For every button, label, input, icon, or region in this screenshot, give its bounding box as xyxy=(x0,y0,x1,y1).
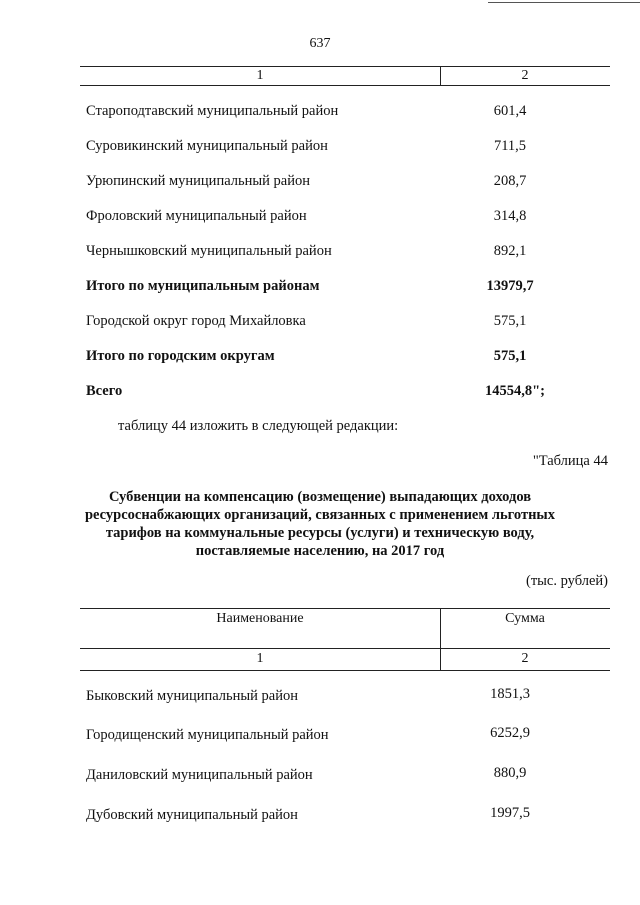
top-row-value: 208,7 xyxy=(493,173,527,189)
top-col-number-2: 2 xyxy=(521,68,529,83)
subtotal-cities-label: Итого по городским округам xyxy=(86,348,275,364)
header-name: Наименование xyxy=(216,611,304,626)
subtotal-districts-label: Итого по муниципальным районам xyxy=(86,278,320,294)
bottom-row-name: Даниловский муниципальный район xyxy=(86,767,313,783)
bottom-table-line-mid xyxy=(80,648,610,649)
page-number: 637 xyxy=(309,36,331,51)
scan-edge-line xyxy=(488,2,640,3)
top-table-line-top xyxy=(80,66,610,67)
top-row-name: Урюпинский муниципальный район xyxy=(86,173,310,189)
top-row-name: Староподтавский муниципальный район xyxy=(86,103,339,119)
bottom-row-value: 1997,5 xyxy=(490,805,530,821)
grand-total-label: Всего xyxy=(86,383,123,399)
top-row-name: Суровикинский муниципальный район xyxy=(86,138,328,154)
grand-total-value: 14554,8"; xyxy=(484,383,545,399)
subtotal-cities-value: 575,1 xyxy=(493,348,527,364)
instruction-text: таблицу 44 изложить в следующей редакции: xyxy=(118,418,399,434)
table-title: Субвенции на компенсацию (возмещение) выпадающих доходов ресурсоснабжающих организаций, связанных с применением льготных тарифов на коммунальные ресурсы (услуги) и техническую воду, поставляемые населению, на 2017 год xyxy=(84,489,556,559)
units-label: (тыс. рублей) xyxy=(526,573,608,589)
top-row-value: 601,4 xyxy=(493,103,527,119)
top-row-value: 711,5 xyxy=(493,138,527,154)
header-sum: Сумма xyxy=(505,611,545,626)
bottom-row-name: Быковский муниципальный район xyxy=(86,688,298,704)
bottom-row-name: Городищенский муниципальный район xyxy=(86,727,329,743)
bottom-col-number-2: 2 xyxy=(521,651,529,666)
top-row-name: Городской округ город Михайловка xyxy=(86,313,306,329)
bottom-row-value: 1851,3 xyxy=(490,686,530,702)
top-row-value: 575,1 xyxy=(493,313,527,329)
top-col-number-1: 1 xyxy=(256,68,264,83)
bottom-row-value: 880,9 xyxy=(493,765,527,781)
bottom-row-name: Дубовский муниципальный район xyxy=(86,807,298,823)
table-label: "Таблица 44 xyxy=(532,453,608,469)
bottom-col-number-1: 1 xyxy=(256,651,264,666)
top-row-name: Фроловский муниципальный район xyxy=(86,208,307,224)
subtotal-districts-value: 13979,7 xyxy=(486,278,534,294)
bottom-table-line-bottom xyxy=(80,670,610,671)
top-row-value: 892,1 xyxy=(493,243,527,259)
top-row-name: Чернышковский муниципальный район xyxy=(86,243,332,259)
top-table-line-bottom xyxy=(80,85,610,86)
bottom-row-value: 6252,9 xyxy=(490,725,530,741)
bottom-table-line-top xyxy=(80,608,610,609)
top-row-value: 314,8 xyxy=(493,208,527,224)
